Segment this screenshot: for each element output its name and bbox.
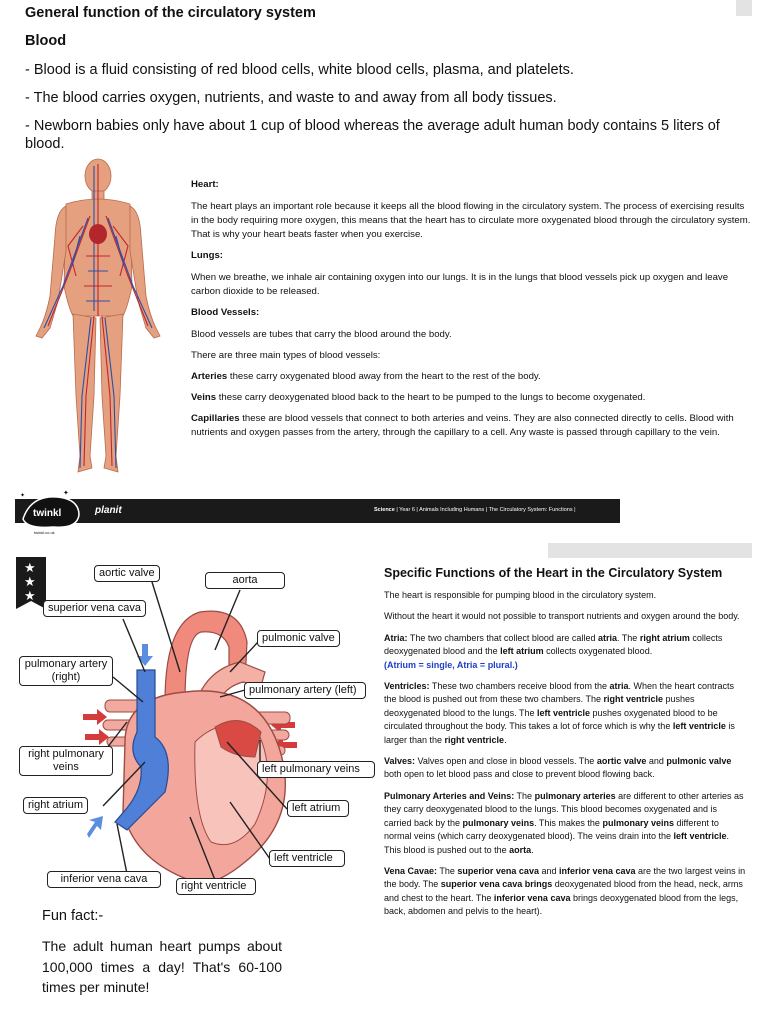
organ-descriptions bbox=[191, 178, 753, 447]
spec-valves: Valves: Valves open and close in blood vessels. The aortic valve and pulmonic valve both open to let blood pass and close to prevent blood flowing back. bbox=[384, 756, 732, 780]
heart-text: The heart plays an important role because it keeps all the blood flowing in the circulatory system. The process of exercising results in the body requiring more oxygen, this means that the heart has to circulate more oxygenated blood through the circulatory system. That is why your heart beats faster when you exercise. bbox=[191, 201, 751, 240]
spec-ventricles: Ventricles: These two chambers receive blood from the atria. When the heart contracts the blood is pushed out from these two chambers. The right ventricle pushes deoxygenated blood to the lungs. The left ventricle pushes oxygenated blood to be circulated throughout the body. This takes a lot of force which is why the left ventricle is larger than the right ventricle. bbox=[384, 681, 735, 745]
section-heading-blood: Blood bbox=[25, 33, 67, 49]
label-right-atrium: right atrium bbox=[23, 797, 88, 814]
label-superior-vena-cava: superior vena cava bbox=[43, 600, 146, 617]
svg-text:★: ★ bbox=[24, 574, 36, 589]
spec-paragraph-2: Without the heart it would not possible to transport nutrients and oxygen around the body. bbox=[384, 611, 740, 622]
blood-bullets bbox=[25, 61, 737, 163]
label-right-pulmonary-veins: right pulmonary veins bbox=[19, 746, 113, 776]
spec-atria: Atria: The two chambers that collect blood are called atria. The right atrium collects deoxygenated blood and the left atrium collects oxygenated blood. (Atrium = single, Atria = plural.) bbox=[384, 632, 723, 670]
veins-term: Veins bbox=[191, 392, 217, 403]
logo-url: twinkl.co.uk bbox=[34, 530, 55, 535]
spec-vena-cavae: Vena Cavae: The superior vena cava and inferior vena cava are the two largest veins in the body. The superior vena cava brings deoxygenated blood from the head, neck, arms and chest to the heart. The inferior vena cava brings deoxygenated blood from the legs, back, abdomen and pelvis to the heart). bbox=[384, 865, 746, 917]
label-left-atrium: left atrium bbox=[287, 800, 349, 817]
svg-text:★: ★ bbox=[24, 560, 36, 575]
specific-functions-text bbox=[384, 589, 746, 927]
page-tab-marker-2 bbox=[548, 543, 752, 558]
footer-breadcrumb: Science | Year 6 | Animals Including Humans | The Circulatory System: Functions | bbox=[374, 507, 576, 513]
label-pulmonary-artery-right: pulmonary artery (right) bbox=[19, 656, 113, 686]
spec-pulmonary: Pulmonary Arteries and Veins: The pulmonary arteries are different to other arteries as they carry deoxygenated blood to the lungs. This blood becomes oxygenated and is carried back by the pulmonary veins. This makes the pulmonary veins different to normal veins (which carry deoxygenated blood). The veins drain into the left ventricle. This blood is pushed out to the aorta. bbox=[384, 790, 744, 855]
vessels-label: Blood Vessels: bbox=[191, 307, 260, 318]
label-right-ventricle: right ventricle bbox=[176, 878, 256, 895]
fun-fact-text: The adult human heart pumps about 100,000 times a day! That's 60-100 times per minute! bbox=[42, 938, 282, 995]
vessels-text-2: There are three main types of blood vessels: bbox=[191, 350, 381, 361]
atria-note: (Atrium = single, Atria = plural.) bbox=[384, 659, 518, 670]
bullet-2: - The blood carries oxygen, nutrients, and waste to and away from all body tissues. bbox=[25, 90, 557, 106]
arteries-text: Arteries these carry oxygenated blood away from the heart to the rest of the body. bbox=[191, 371, 541, 382]
label-left-pulmonary-veins: left pulmonary veins bbox=[257, 761, 375, 778]
bullet-3: - Newborn babies only have about 1 cup of blood whereas the average adult human body contains 5 liters of blood. bbox=[25, 118, 720, 152]
label-pulmonic-valve: pulmonic valve bbox=[257, 630, 340, 647]
svg-text:✦: ✦ bbox=[63, 490, 69, 497]
lungs-label: Lungs: bbox=[191, 250, 223, 261]
svg-text:✦: ✦ bbox=[20, 493, 26, 499]
heart-diagram bbox=[15, 562, 375, 902]
logo-wordmark: twinkl bbox=[33, 508, 62, 519]
vessels-text-1: Blood vessels are tubes that carry the blood around the body. bbox=[191, 329, 452, 340]
bullet-1: - Blood is a fluid consisting of red blood cells, white blood cells, plasma, and platelets. bbox=[25, 62, 574, 78]
fun-fact-heading: Fun fact:- bbox=[42, 908, 104, 924]
planit-label: planit bbox=[95, 505, 122, 516]
circulatory-body-illustration bbox=[28, 156, 168, 480]
label-aortic-valve: aortic valve bbox=[94, 565, 160, 582]
lungs-text: When we breathe, we inhale air containing oxygen into our lungs. It is in the lungs that blood vessels pick up oxygen and leave carbon dioxide to be released. bbox=[191, 272, 729, 297]
label-aorta: aorta bbox=[205, 572, 285, 589]
page-tab-marker bbox=[736, 0, 752, 16]
capillaries-text: Capillaries these are blood vessels that connect to both arteries and veins. They are also connected directly to cells. Blood with nutrients and oxygen passes from the artery, through the capillary to a cell. Any waste is passed through capillary to the vein. bbox=[191, 413, 734, 438]
page-title: General function of the circulatory system bbox=[25, 5, 316, 21]
spec-paragraph-1: The heart is responsible for pumping blood in the circulatory system. bbox=[384, 590, 657, 600]
specific-functions-title: Specific Functions of the Heart in the Circulatory System bbox=[384, 566, 723, 580]
label-pulmonary-artery-left: pulmonary artery (left) bbox=[244, 682, 366, 699]
twinkl-logo bbox=[17, 485, 87, 535]
capillaries-term: Capillaries bbox=[191, 413, 240, 424]
heart-label: Heart: bbox=[191, 179, 219, 190]
arteries-term: Arteries bbox=[191, 371, 228, 382]
label-left-ventricle: left ventricle bbox=[269, 850, 345, 867]
svg-text:★: ★ bbox=[24, 588, 36, 603]
label-inferior-vena-cava: inferior vena cava bbox=[47, 871, 161, 888]
veins-text: Veins these carry deoxygenated blood back to the heart to be pumped to the lungs to become oxygenated. bbox=[191, 392, 646, 403]
